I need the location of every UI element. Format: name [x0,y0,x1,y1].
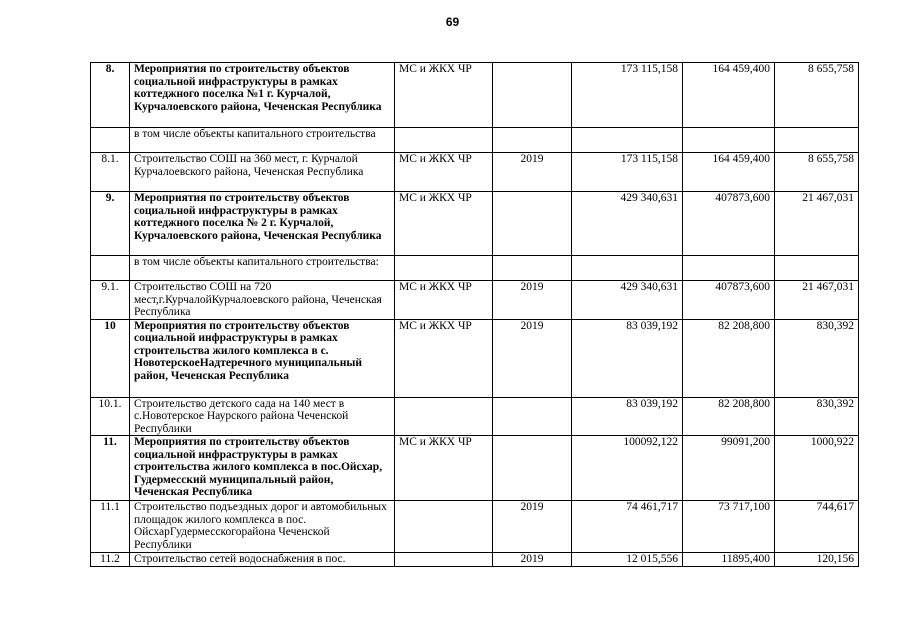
executor-cell: МС и ЖКХ ЧР [395,436,493,501]
table-row [91,192,859,256]
table-row [91,256,859,281]
total-amount-cell: 173 115,158 [572,153,683,192]
year-cell [493,128,572,153]
republic-budget-cell: 830,392 [775,319,859,397]
year-cell [493,192,572,256]
row-number-cell: 8.1. [91,153,130,192]
year-cell: 2019 [493,501,572,553]
total-amount-cell: 100092,122 [572,436,683,501]
activity-name-cell: Строительство детского сада на 140 мест в с.Новотерское Наурского района Чеченской Республики [130,397,395,436]
activity-name-cell: Строительство СОШ на 720 мест,г.КурчалойКурчалоевского района, Чеченская Республика [130,281,395,320]
table-row [91,63,859,128]
activity-name-cell: Мероприятия по строительству объектов социальной инфраструктуры в рамках коттеджного поселка № 2 г. Курчалой, Курчалоевского района, Чеченская Республика [130,192,395,256]
executor-cell [395,397,493,436]
year-cell: 2019 [493,281,572,320]
republic-budget-cell: 21 467,031 [775,281,859,320]
republic-budget-cell: 8 655,758 [775,153,859,192]
row-number-cell: 11.1 [91,501,130,553]
table-row [91,553,859,567]
federal-budget-cell: 407873,600 [683,192,775,256]
total-amount-cell: 83 039,192 [572,319,683,397]
year-cell [493,397,572,436]
activity-name-cell: Строительство сетей водоснабжения в пос. [130,553,395,567]
table-body [91,63,859,567]
republic-budget-cell [775,128,859,153]
federal-budget-cell: 164 459,400 [683,153,775,192]
year-cell [493,436,572,501]
republic-budget-cell: 1000,922 [775,436,859,501]
table-row [91,319,859,397]
year-cell [493,256,572,281]
year-cell: 2019 [493,553,572,567]
activity-name-cell: Мероприятия по строительству объектов социальной инфраструктуры в рамках строительства жилого комплекса в пос.Ойсхар, Гудермесский муниципальный район, Чеченская Республика [130,436,395,501]
total-amount-cell [572,256,683,281]
row-number-cell: 11.2 [91,553,130,567]
federal-budget-cell: 99091,200 [683,436,775,501]
federal-budget-cell: 82 208,800 [683,319,775,397]
republic-budget-cell: 120,156 [775,553,859,567]
year-cell: 2019 [493,153,572,192]
republic-budget-cell [775,256,859,281]
total-amount-cell: 173 115,158 [572,63,683,128]
executor-cell [395,501,493,553]
total-amount-cell [572,128,683,153]
row-number-cell [91,128,130,153]
total-amount-cell: 429 340,631 [572,281,683,320]
republic-budget-cell: 21 467,031 [775,192,859,256]
program-table [90,62,859,567]
row-number-cell [91,256,130,281]
federal-budget-cell: 73 717,100 [683,501,775,553]
executor-cell [395,256,493,281]
row-number-cell: 9.1. [91,281,130,320]
table-row [91,281,859,320]
executor-cell: МС и ЖКХ ЧР [395,153,493,192]
republic-budget-cell: 744,617 [775,501,859,553]
federal-budget-cell: 11895,400 [683,553,775,567]
row-number-cell: 11. [91,436,130,501]
row-number-cell: 8. [91,63,130,128]
executor-cell [395,553,493,567]
federal-budget-cell: 82 208,800 [683,397,775,436]
year-cell: 2019 [493,319,572,397]
executor-cell: МС и ЖКХ ЧР [395,319,493,397]
activity-name-cell: в том числе объекты капитального строительства [130,128,395,153]
row-number-cell: 10.1. [91,397,130,436]
page-number: 69 [445,15,460,29]
executor-cell: МС и ЖКХ ЧР [395,63,493,128]
federal-budget-cell: 407873,600 [683,281,775,320]
executor-cell: МС и ЖКХ ЧР [395,192,493,256]
table-row [91,128,859,153]
activity-name-cell: Мероприятия по строительству объектов социальной инфраструктуры в рамках строительства жилого комплекса в с. НовотерскоеНадтеречного муниципальный район, Чеченская Республика [130,319,395,397]
table-row [91,501,859,553]
total-amount-cell: 74 461,717 [572,501,683,553]
total-amount-cell: 83 039,192 [572,397,683,436]
table-row [91,397,859,436]
executor-cell: МС и ЖКХ ЧР [395,281,493,320]
federal-budget-cell: 164 459,400 [683,63,775,128]
total-amount-cell: 429 340,631 [572,192,683,256]
table-row [91,436,859,501]
activity-name-cell: Строительство СОШ на 360 мест, г. Курчалой Курчалоевского района, Чеченская Республика [130,153,395,192]
executor-cell [395,128,493,153]
activity-name-cell: в том числе объекты капитального строительства: [130,256,395,281]
activity-name-cell: Мероприятия по строительству объектов социальной инфраструктуры в рамках коттеджного поселка №1 г. Курчалой, Курчалоевского района, Чеченская Республика [130,63,395,128]
table-row [91,153,859,192]
republic-budget-cell: 8 655,758 [775,63,859,128]
federal-budget-cell [683,256,775,281]
total-amount-cell: 12 015,556 [572,553,683,567]
federal-budget-cell [683,128,775,153]
row-number-cell: 9. [91,192,130,256]
activity-name-cell: Строительство подъездных дорог и автомобильных площадок жилого комплекса в пос. ОйсхарГудермесскогорайона Чеченской Республики [130,501,395,553]
row-number-cell: 10 [91,319,130,397]
republic-budget-cell: 830,392 [775,397,859,436]
year-cell [493,63,572,128]
